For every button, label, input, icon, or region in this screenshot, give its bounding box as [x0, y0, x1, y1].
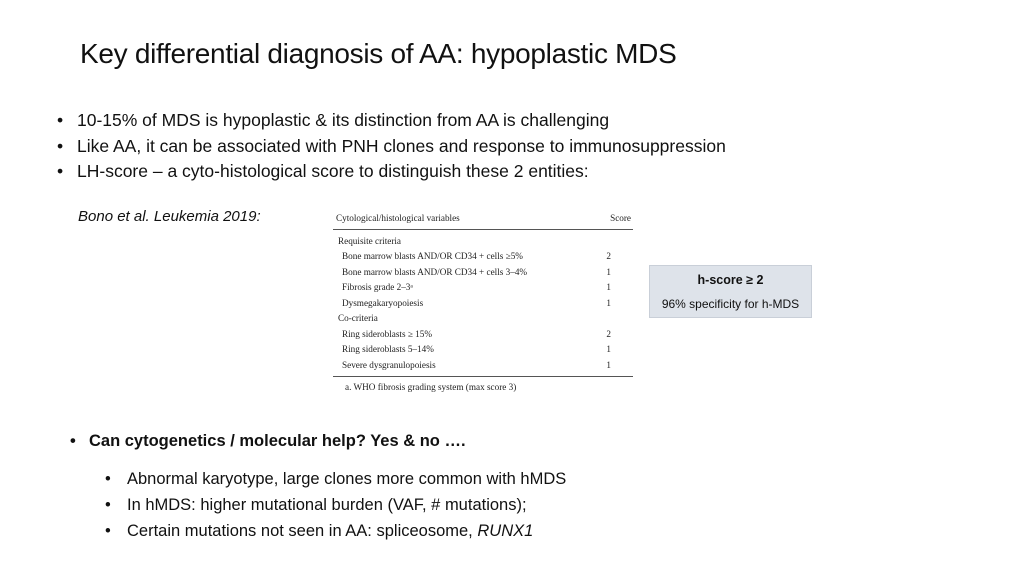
table-footnote: a. WHO fibrosis grading system (max score 3)	[333, 376, 633, 392]
table-row: Fibrosis grade 2–3ᵃ 1	[342, 282, 611, 293]
table-row: Ring sideroblasts 5–14% 1	[342, 344, 611, 355]
slide-title: Key differential diagnosis of AA: hypoplastic MDS	[80, 38, 677, 69]
table-header	[333, 207, 633, 230]
table-row: Bone marrow blasts AND/OR CD34 + cells 3–4% 1	[342, 266, 611, 277]
bullet-item: • Like AA, it can be associated with PNH clones and response to immunosuppression	[57, 134, 726, 160]
section-label: Co-criteria	[338, 313, 378, 324]
runx1-italic: RUNX1	[477, 522, 534, 540]
bullet-item: • 10-15% of MDS is hypoplastic & its distinction from AA is challenging	[57, 108, 726, 134]
hscore-specificity: 96% specificity for h-MDS	[661, 297, 800, 311]
hscore-callout-box	[649, 265, 812, 318]
table-row: Ring sideroblasts ≥ 15% 2	[342, 328, 611, 339]
table-row: Dysmegakaryopoiesis 1	[342, 297, 611, 308]
header-variable: Cytological/histological variables	[336, 213, 460, 223]
table-row: Severe dysgranulopoiesis 1	[342, 359, 611, 370]
subsection-heading: • Can cytogenetics / molecular help? Yes & no ….	[70, 432, 466, 451]
lh-score-table	[333, 207, 633, 392]
hscore-threshold: h-score ≥ 2	[697, 273, 764, 287]
table-row: Bone marrow blasts AND/OR CD34 + cells ≥5% 2	[342, 251, 611, 262]
citation: Bono et al. Leukemia 2019:	[78, 208, 261, 225]
main-bullet-list	[57, 108, 726, 185]
sub-bullet-item: • Certain mutations not seen in AA: spliceosome, RUNX1	[105, 518, 566, 544]
section-label: Requisite criteria	[338, 235, 402, 246]
sub-bullet-item: • In hMDS: higher mutational burden (VAF, # mutations);	[105, 492, 566, 518]
bullet-item: • LH-score – a cyto-histological score to distinguish these 2 entities:	[57, 159, 726, 185]
sub-bullet-list	[105, 466, 566, 544]
sub-bullet-item: • Abnormal karyotype, large clones more common with hMDS	[105, 466, 566, 492]
header-score: Score	[610, 213, 631, 223]
